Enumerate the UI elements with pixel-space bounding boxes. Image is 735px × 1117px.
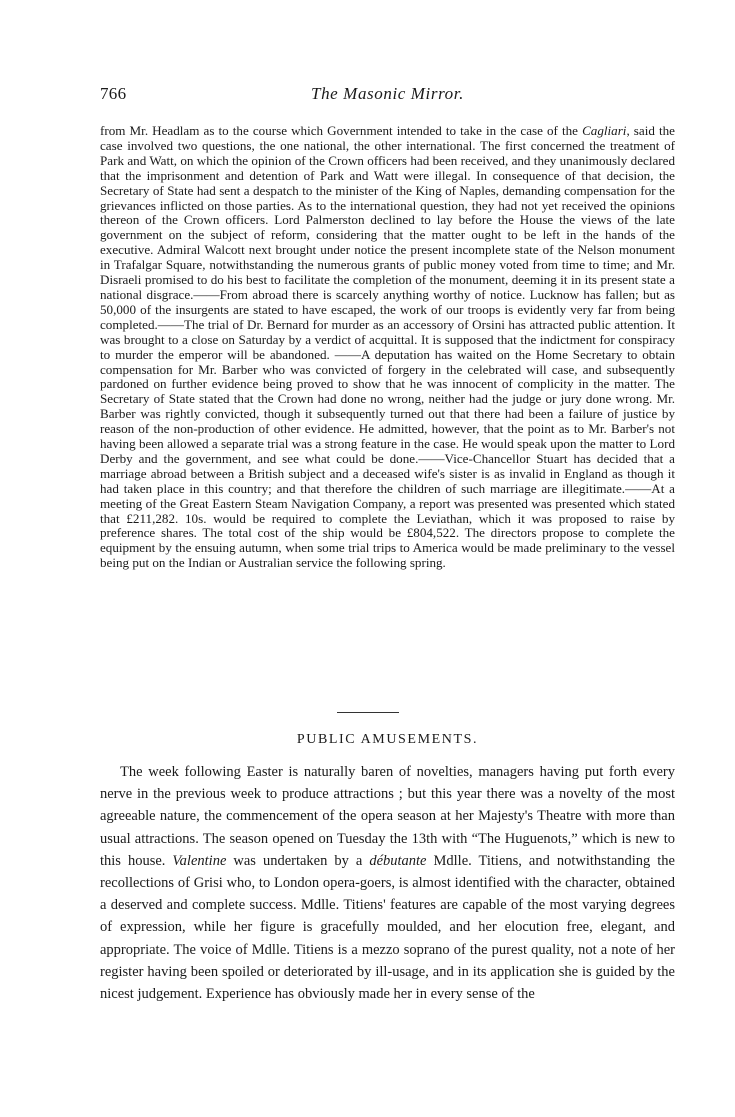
page-header — [100, 84, 675, 108]
news-text-rest: , said the case involved two questions, the one national, the other international. The first concerned the treatment of Park and Watt, on which the opinion of the Crown officers had been received, and they unanimously declared that the imprisonment and detention of Park and Watt were illegal. In consequence of that decision, the Secretary of State had sent a despatch to the minister of the King of Naples, demanding compensation for the grievances inflicted on those parties. As to the international question, they had not yet received the opinions thereon of the Crown officers. Lord Palmerston declined to lay before the House the views of the late government on the subject of reform, considering that the matter ought to be left in the hands of the executive. Admiral Walcott next brought under notice the present incomplete state of the Nelson monument in Trafalgar Square, notwithstanding the numerous grants of public money voted from time to time; and Mr. Disraeli promised to do his best to facilitate the completion of the monument, deeming it in its present state a national disgrace.——From abroad there is scarcely anything worthy of notice. Lucknow has fallen; but as 50,000 of the insurgents are stated to have escaped, the work of our troops is evidently very far from being completed.——The trial of Dr. Bernard for murder as an accessory of Orsini has attracted public attention. It was brought to a close on Saturday by a verdict of acquittal. It is supposed that the indictment for conspiracy to murder the emperor will be abandoned. ——A deputation has waited on the Home Secretary to obtain compensation for Mr. Barber who was convicted of forgery in the celebrated will case, and subsequently pardoned on further evidence being proved to show that he was innocent of complicity in the matter. The Secretary of State stated that the Crown had done no wrong, neither had the judge or jury done wrong. Mr. Barber was rightly convicted, though it subsequently turned out that there had been a failure of justice by reason of the non-production of other evidence. He admitted, however, that the point as to Mr. Barber's not having been allowed a separate trial was a strong feature in the case. He would speak upon the matter to Lord Derby and the government, and see what could be done.——Vice-Chancellor Stuart has decided that a marriage abroad between a British subject and a deceased wife's sister is as invalid in England as though it had taken place in this country; and that therefore the children of such marriage are illegitimate.——At a meeting of the Great Eastern Steam Navigation Company, a report was presented was presented which stated that £211,282. 10s. would be required to complete the Leviathan, which it was proposed to raise by preference shares. The total cost of the ship would be £804,522. The directors propose to complete the equipment by the ensuing autumn, when some trial trips to America would be made preliminary to the vessel being put on the Indian or Australian service the following spring. — [100, 123, 675, 571]
role-valentine: Valentine — [172, 852, 227, 869]
ship-name-cagliari: Cagliari — [582, 123, 627, 138]
amusements-paragraph — [100, 761, 675, 1005]
amusements-text-2: was undertaken by a — [226, 852, 370, 869]
section-divider-rule — [337, 712, 399, 713]
section-heading: PUBLIC AMUSEMENTS. — [296, 732, 479, 747]
amusements-text-1: The week following Easter is naturally baren of novelties, managers having put forth every nerve in the previous week to produce attractions ; but this year there was a novelty of the most agreeable nature, the commencement of the opera season at her Majesty's Theatre with more than usual attractions. The season opened on Tuesday the 13th with “The Huguenots,” which is new to this house. — [100, 764, 675, 869]
news-summary-block — [100, 124, 675, 571]
public-amusements-article — [100, 761, 675, 1005]
term-debutante: débutante — [369, 852, 427, 869]
page-number: 766 — [100, 84, 127, 103]
news-paragraph — [100, 124, 675, 571]
news-text-start: from Mr. Headlam as to the course which Government intended to take in the case of the — [100, 123, 583, 138]
amusements-text-3: Mdlle. Titiens, and notwithstanding the recollections of Grisi who, to London opera-goers, is almost identified with the character, obtained a deserved and complete success. Mdlle. Titiens' features are capable of the most varying degrees of expression, while her figure is gracefully moulded, and her elocution free, elegant, and appropriate. The voice of Mdlle. Titiens is a mezzo soprano of the purest quality, not a note of her register having been spoiled or deteriorated by ill-usage, and in its application she is guided by the nicest judgement. Experience has obviously made her in every sense of the — [100, 852, 675, 1003]
running-title: The Masonic Mirror. — [311, 84, 464, 103]
